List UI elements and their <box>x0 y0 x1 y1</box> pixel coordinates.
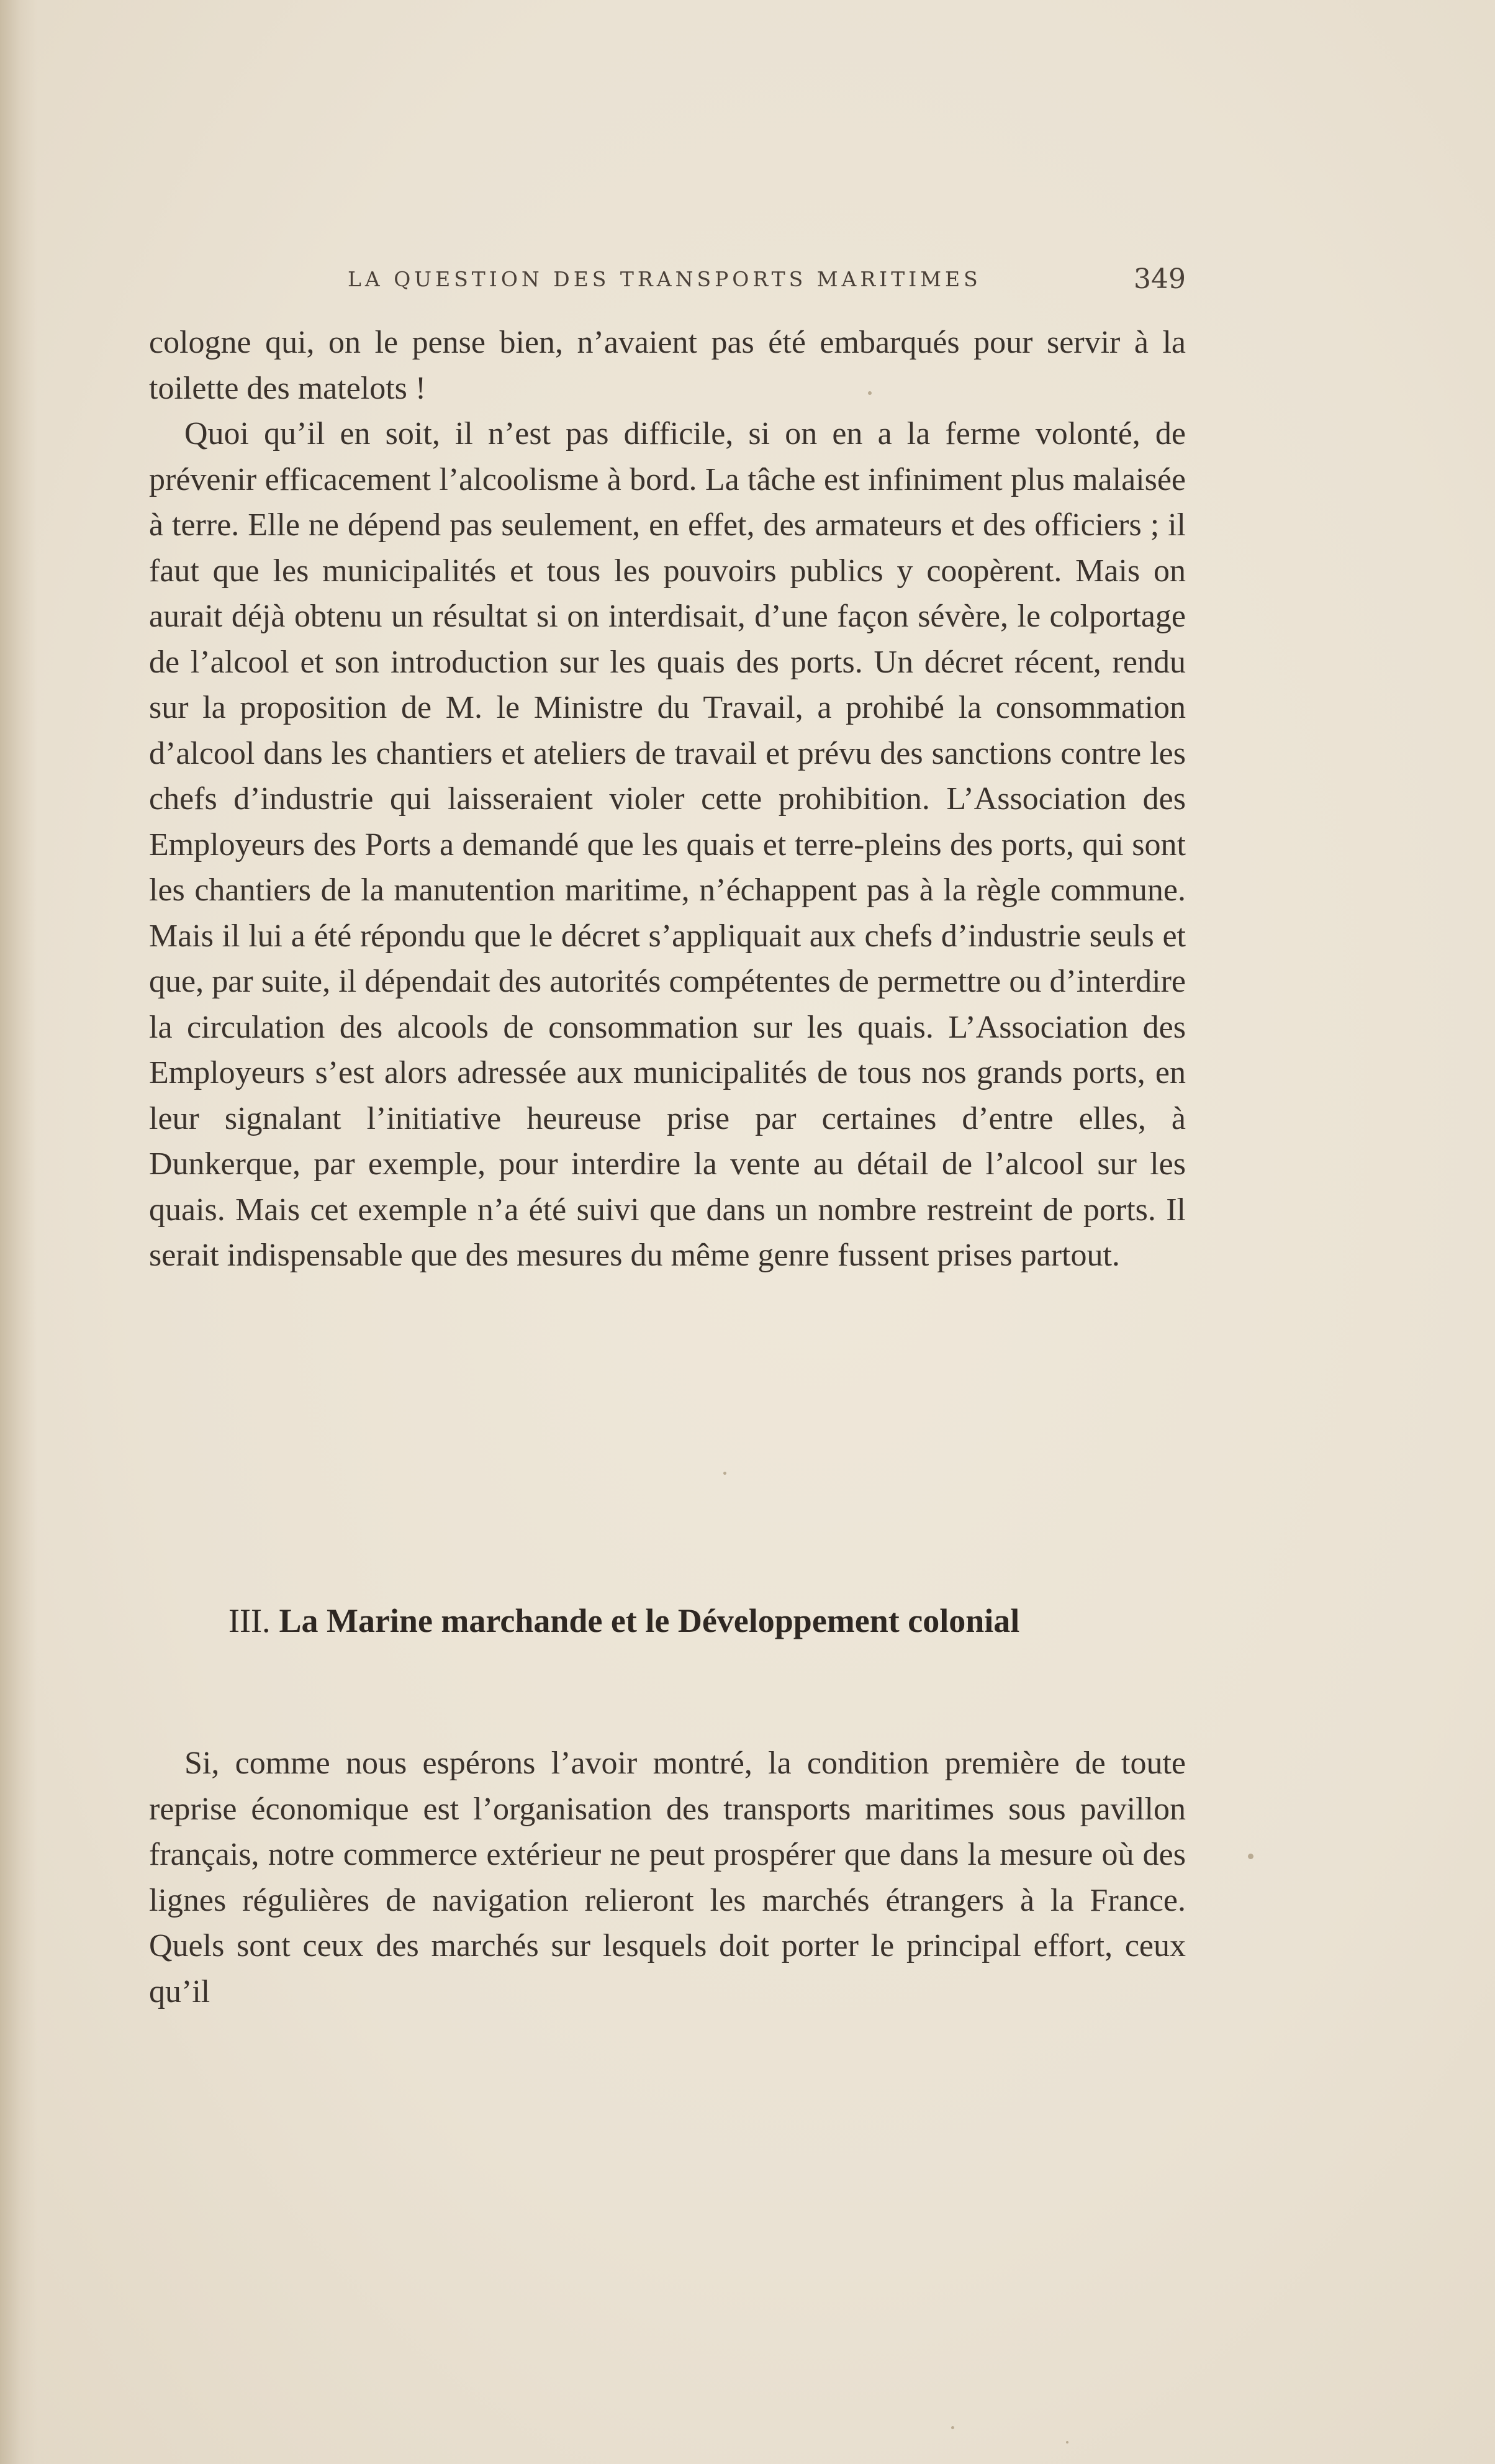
spine-shadow <box>0 0 37 2464</box>
paper-speck <box>1248 1854 1253 1859</box>
running-head <box>149 263 1186 301</box>
paragraph-colonial: Si, comme nous espérons l’avoir montré, la condition première de toute reprise économique est l’organisation des transports maritimes sous pavillon français, notre commerce extérieur ne peut prospérer que dans la mesure où des lignes régulières de navigation relieront les marchés étrangers à la France. Quels sont ceux des marchés sur lesquels doit porter le principal effort, ceux qu’il <box>149 1746 1186 2009</box>
page-number: 349 <box>1134 263 1186 295</box>
paper-speck <box>1066 2441 1068 2444</box>
running-title: LA QUESTION DES TRANSPORTS MARITIMES <box>348 267 982 291</box>
paragraph-alcoholism: Quoi qu’il en soit, il n’est pas difficile, si on en a la ferme volonté, de prévenir efficacement l’alcoolisme à bord. La tâche est infiniment plus malaisée à terre. Elle ne dépend pas seulement, en effet, des armateurs et des officiers ; il faut que les municipalités et tous les pouvoirs publics y coopèrent. Mais on aurait déjà obtenu un résultat si on interdisait, d’une façon sévère, le colportage de l’alcool et son introduction sur les quais des ports. Un décret récent, rendu sur la proposition de M. le Ministre du Travail, a prohibé la consommation d’alcool dans les chantiers et ateliers de travail et prévu des sanctions contre les chefs d’industrie qui laisseraient violer cette prohibition. L’Association des Employeurs des Ports a demandé que les quais et terre-pleins des ports, qui sont les chantiers de la manutention maritime, n’échappent pas à la règle commune. Mais il lui a été répondu que le décret s’appliquait aux chefs d’industrie seuls et que, par suite, il dépendait des autorités compétentes de permettre ou d’interdire la circulation des alcools de consommation sur les quais. L’Association des Employeurs s’est alors adressée aux municipalités de tous nos grands ports, en leur signalant l’initiative heureuse prise par certaines d’entre elles, à Dunkerque, par exemple, pour interdire la vente au détail de l’alcool sur les quais. Mais cet exemple n’a été suivi que dans un nombre restreint de ports. Il serait indispensable que des mesures du même genre fussent prises partout. <box>149 416 1186 1273</box>
section-title: La Marine marchande et le Développement colonial <box>279 1602 1020 1639</box>
paper-speck <box>951 2426 954 2429</box>
body-text-top <box>149 320 1186 1279</box>
body-text-bottom <box>149 1741 1186 2014</box>
section-numeral: III. <box>228 1602 271 1639</box>
paragraph-continuation: cologne qui, on le pense bien, n’avaient pas été embarqués pour servir à la toilette des matelots ! <box>149 325 1186 406</box>
section-heading <box>228 1601 1019 1640</box>
paper-speck <box>723 1472 726 1475</box>
paper-speck <box>868 391 872 395</box>
